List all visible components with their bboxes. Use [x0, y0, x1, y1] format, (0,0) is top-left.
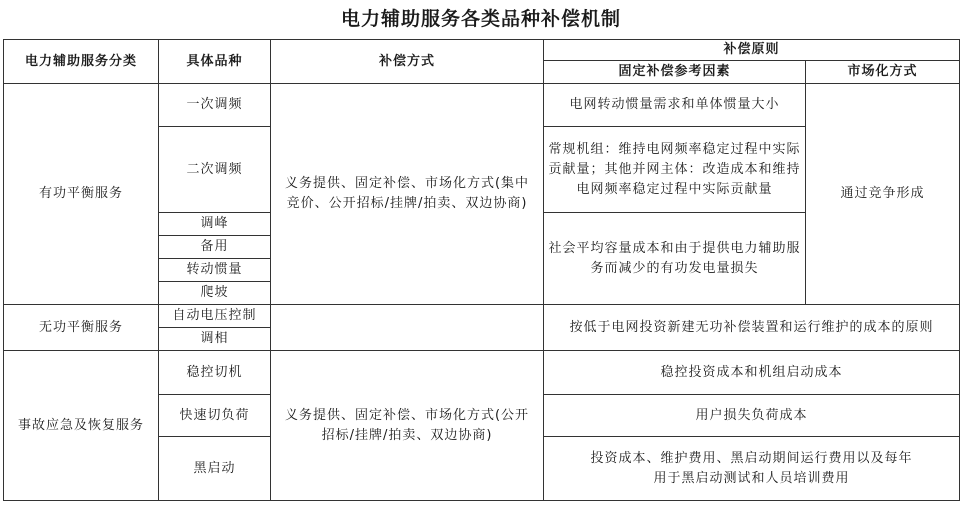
header-market: 市场化方式	[806, 61, 960, 84]
active-factor-2: 常规机组：维持电网频率稳定过程中实际贡献量；其他并网主体：改造成本和维持电网频率稳定过程中实际贡献量	[544, 127, 806, 213]
variety-cell: 调峰	[159, 213, 271, 236]
emergency-principle-1: 稳控投资成本和机组启动成本	[544, 351, 960, 395]
reactive-principle: 按低于电网投资新建无功补偿装置和运行维护的成本的原则	[544, 305, 960, 351]
active-market: 通过竞争形成	[806, 84, 960, 305]
variety-cell: 黑启动	[159, 437, 271, 501]
variety-cell: 备用	[159, 236, 271, 259]
emergency-principle-2: 用户损失负荷成本	[544, 395, 960, 437]
reactive-method-empty	[271, 305, 544, 351]
page-title: 电力辅助服务各类品种补偿机制	[340, 8, 621, 30]
variety-cell: 稳控切机	[159, 351, 271, 395]
variety-cell: 快速切负荷	[159, 395, 271, 437]
variety-cell: 自动电压控制	[159, 305, 271, 328]
variety-cell: 二次调频	[159, 127, 271, 213]
header-principle: 补偿原则	[544, 40, 960, 61]
active-factor-1: 电网转动惯量需求和单体惯量大小	[544, 84, 806, 127]
variety-cell: 爬坡	[159, 282, 271, 305]
emergency-principle-3: 投资成本、维护费用、黑启动期间运行费用以及每年用于黑启动测试和人员培训费用	[544, 437, 960, 501]
variety-cell: 一次调频	[159, 84, 271, 127]
header-fixed-factors: 固定补偿参考因素	[544, 61, 806, 84]
variety-cell: 调相	[159, 328, 271, 351]
header-variety: 具体品种	[159, 40, 271, 84]
compensation-table	[3, 39, 960, 501]
header-category: 电力辅助服务分类	[4, 40, 159, 84]
group-reactive-name: 无功平衡服务	[4, 305, 159, 351]
active-method: 义务提供、固定补偿、市场化方式(集中竞价、公开招标/挂牌/拍卖、双边协商)	[271, 84, 544, 305]
group-emergency-name: 事故应急及恢复服务	[4, 351, 159, 501]
group-active-name: 有功平衡服务	[4, 84, 159, 305]
active-factor-3: 社会平均容量成本和由于提供电力辅助服务而减少的有功发电量损失	[544, 213, 806, 305]
header-method: 补偿方式	[271, 40, 544, 84]
variety-cell: 转动惯量	[159, 259, 271, 282]
emergency-method: 义务提供、固定补偿、市场化方式(公开招标/挂牌/拍卖、双边协商)	[271, 351, 544, 501]
